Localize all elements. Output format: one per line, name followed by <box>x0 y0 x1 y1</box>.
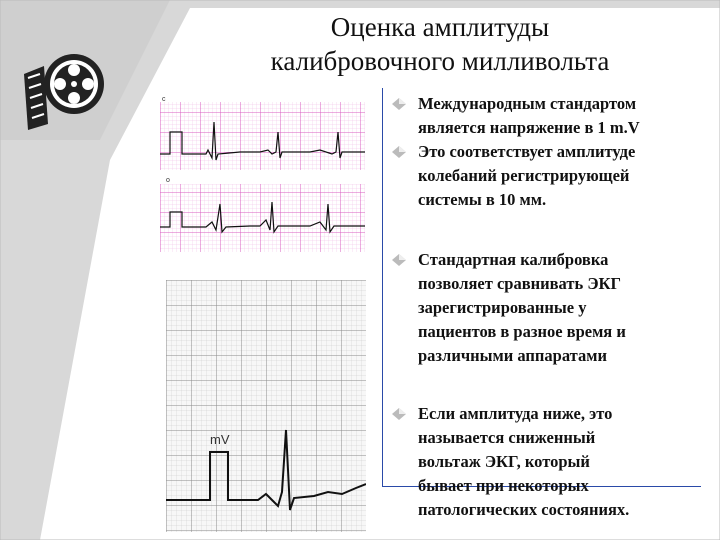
title-line-2: калибровочного милливольта <box>270 46 610 76</box>
ecg-calibration-grid-image <box>166 280 366 532</box>
title-line-1: Оценка амплитуды <box>330 12 550 42</box>
bullet-text: Стандартная калибровка позволяет сравнивать ЭКГ зарегистрированные у пациентов в разное время и различными аппаратами <box>418 250 626 365</box>
bullet-text: Это соответствует амплитуде колебаний регистрирующей системы в 10 мм. <box>418 142 636 209</box>
bullet-text: Международным стандартом является напряжение в 1 m.V <box>418 94 640 137</box>
film-reel-icon <box>18 44 108 134</box>
top-strip-label: c <box>162 96 166 103</box>
diamond-bullet-icon <box>392 98 406 110</box>
diamond-bullet-icon <box>392 408 406 420</box>
ecg-pink-strips-image <box>160 92 365 254</box>
diamond-bullet-icon <box>392 254 406 266</box>
diamond-bullet-icon <box>392 146 406 158</box>
mv-label: mV <box>210 432 230 447</box>
bottom-strip-label: o <box>166 177 170 184</box>
slide-title <box>190 10 690 78</box>
bullet-text: Если амплитуда ниже, это называется сниженный вольтаж ЭКГ, который бывает при некоторых патологических состояниях. <box>418 404 630 519</box>
